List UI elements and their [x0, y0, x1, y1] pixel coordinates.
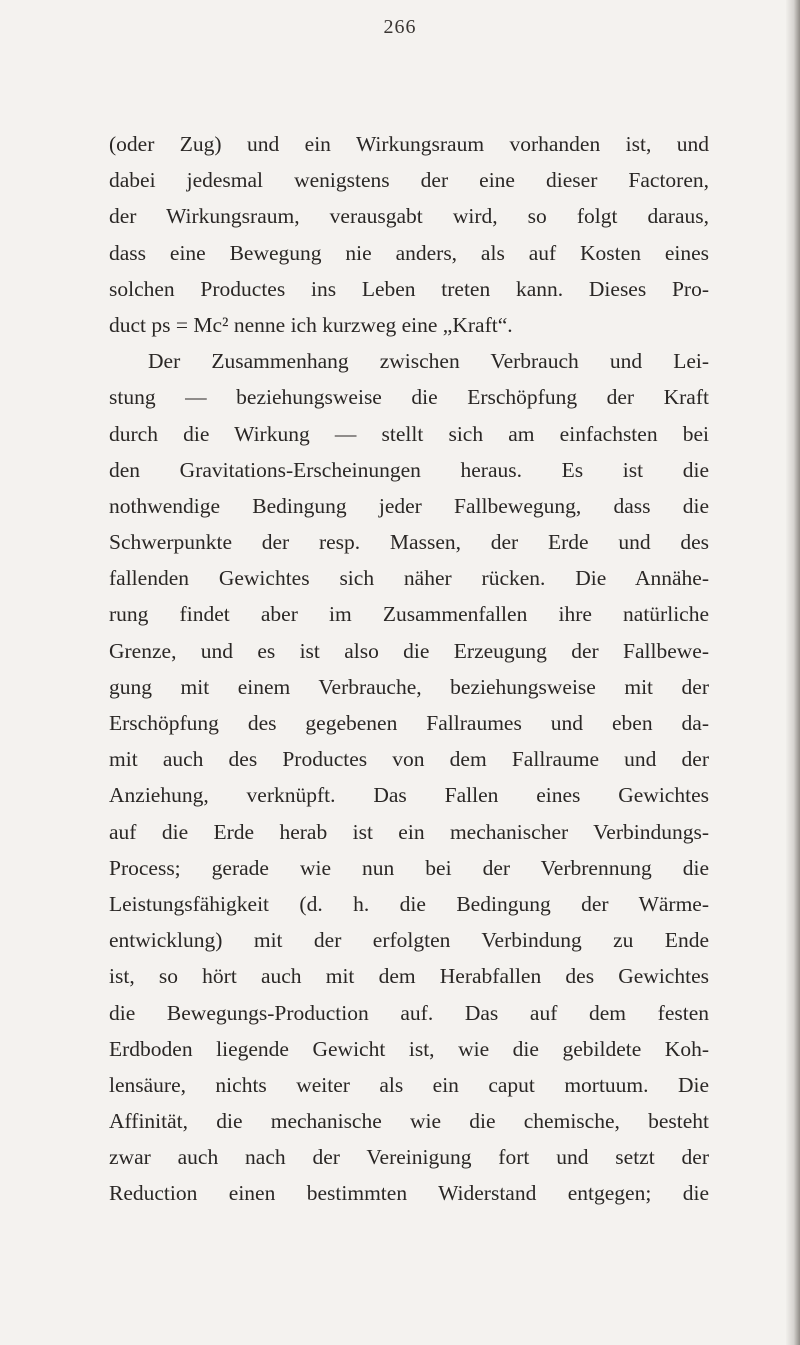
text-line: mit auch des Productes von dem Fallraume und der [109, 747, 709, 772]
text-line: Reduction einen bestimmten Widerstand entgegen; die [109, 1181, 709, 1206]
text-line: die Bewegungs-Production auf. Das auf dem festen [109, 1000, 709, 1025]
text-line: lensäure, nichts weiter als ein caput mortuum. Die [109, 1072, 709, 1097]
text-line: dass eine Bewegung nie anders, als auf Kosten eines [109, 240, 709, 265]
page-number: 266 [383, 16, 417, 38]
text-line: Anziehung, verknüpft. Das Fallen eines Gewichtes [109, 783, 709, 808]
text-line: durch die Wirkung — stellt sich am einfachsten bei [109, 421, 709, 446]
text-line: Process; gerade wie nun bei der Verbrennung die [109, 855, 709, 880]
text-line: Schwerpunkte der resp. Massen, der Erde und des [109, 530, 709, 555]
text-line: auf die Erde herab ist ein mechanischer Verbindungs- [109, 819, 709, 844]
text-line: stung — beziehungsweise die Erschöpfung der Kraft [109, 385, 709, 410]
page-edge-shadow [786, 0, 800, 1345]
text-line: Affinität, die mechanische wie die chemische, besteht [109, 1109, 709, 1134]
text-line: Erdboden liegende Gewicht ist, wie die gebildete Koh- [109, 1036, 709, 1061]
text-line: ist, so hört auch mit dem Herabfallen des Gewichtes [109, 964, 709, 989]
text-line: fallenden Gewichtes sich näher rücken. Die Annähe- [109, 566, 709, 591]
text-line: solchen Productes ins Leben treten kann. Dieses Pro- [109, 276, 709, 301]
text-line: Leistungsfähigkeit (d. h. die Bedingung der Wärme- [109, 891, 709, 916]
text-line: Grenze, und es ist also die Erzeugung der Fallbewe- [109, 638, 709, 663]
text-line: duct ps = Mc² nenne ich kurzweg eine „Kraft“. [109, 312, 513, 337]
text-line: den Gravitations-Erscheinungen heraus. Es ist die [109, 457, 709, 482]
text-line: zwar auch nach der Vereinigung fort und setzt der [109, 1145, 709, 1170]
text-line: gung mit einem Verbrauche, beziehungsweise mit der [109, 674, 709, 699]
text-line: Erschöpfung des gegebenen Fallraumes und eben da- [109, 711, 709, 735]
text-line: der Wirkungsraum, verausgabt wird, so folgt daraus, [109, 204, 709, 229]
text-line: entwicklung) mit der erfolgten Verbindung zu Ende [109, 928, 709, 953]
text-line: Der Zusammenhang zwischen Verbrauch und Lei- [148, 349, 709, 374]
text-line: rung findet aber im Zusammenfallen ihre natürliche [109, 602, 709, 627]
text-line: (oder Zug) und ein Wirkungsraum vorhanden ist, und [109, 132, 709, 156]
text-line: dabei jedesmal wenigstens der eine dieser Factoren, [109, 168, 709, 193]
text-line: nothwendige Bedingung jeder Fallbewegung, dass die [109, 493, 709, 518]
body-text [109, 126, 709, 1212]
